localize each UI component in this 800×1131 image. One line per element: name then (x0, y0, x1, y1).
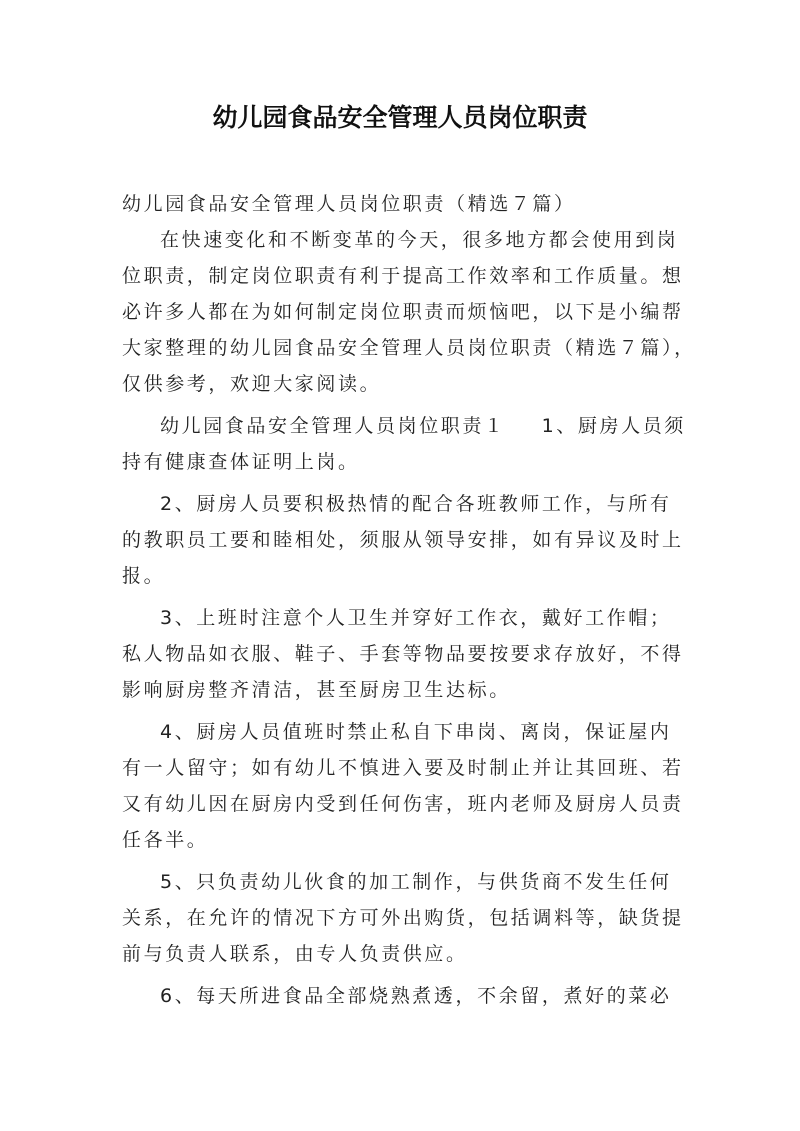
item-2-line: 2、厨房人员要积极热情的配合各班教师工作，与所有 (160, 493, 672, 515)
item-5-line: 关系，在允许的情况下方可外出购货，包括调料等，缺货提 (122, 907, 684, 929)
item-3-line: 3、上班时注意个人卫生并穿好工作衣，戴好工作帽； (160, 607, 672, 629)
intro-line: 大家整理的幼儿园食品安全管理人员岗位职责（精选７篇）， (122, 337, 696, 359)
item-3-line: 影响厨房整齐清洁，甚至厨房卫生达标。 (122, 679, 511, 701)
item-5-line: 5、只负责幼儿伙食的加工制作，与供货商不发生任何 (160, 871, 672, 893)
item-4-line: 4、厨房人员值班时禁止私自下串岗、离岗，保证屋内 (160, 721, 672, 743)
item-1-continuation: 持有健康查体证明上岗。 (122, 451, 360, 473)
item-5-line: 前与负责人联系，由专人负责供应。 (122, 943, 468, 965)
document-title: 幼儿园食品安全管理人员岗位职责 (212, 103, 588, 132)
item-4-line: 又有幼儿因在厨房内受到任何伤害，班内老师及厨房人员责 (122, 793, 684, 815)
item-2-line: 报。 (122, 565, 166, 587)
item-4-line: 有一人留守；如有幼儿不慎进入要及时制止并让其回班、若 (122, 757, 684, 779)
section-heading-line (122, 408, 688, 444)
intro-line: 位职责，制定岗位职责有利于提高工作效率和工作质量。想 (122, 265, 684, 287)
document-subtitle: 幼儿园食品安全管理人员岗位职责（精选７篇） (122, 193, 576, 215)
intro-line: 仅供参考，欢迎大家阅读。 (122, 373, 382, 395)
item-1-start: 1、厨房人员须 (541, 415, 686, 437)
item-4-line: 任各半。 (122, 829, 209, 851)
intro-line: 在快速变化和不断变革的今天，很多地方都会使用到岗 (160, 229, 679, 251)
item-6-line: 6、每天所进食品全部烧熟煮透，不余留，煮好的菜必 (160, 985, 672, 1007)
document-body (122, 186, 696, 1014)
section-heading: 幼儿园食品安全管理人员岗位职责１ (160, 415, 506, 437)
intro-line: 必许多人都在为如何制定岗位职责而烦恼吧，以下是小编帮 (122, 301, 684, 323)
item-3-line: 私人物品如衣服、鞋子、手套等物品要按要求存放好，不得 (122, 643, 684, 665)
item-2-line: 的教职员工要和睦相处，须服从领导安排，如有异议及时上 (122, 529, 684, 551)
